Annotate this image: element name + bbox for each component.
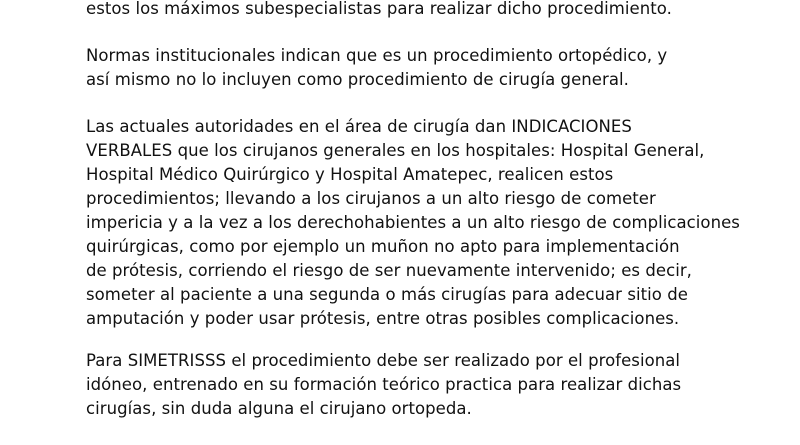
paragraph-line: Las actuales autoridades en el área de cirugía dan INDICACIONES: [86, 117, 632, 136]
paragraph-line: Para SIMETRISSS el procedimiento debe ser realizado por el profesional: [86, 351, 681, 370]
paragraph-line: someter al paciente a una segunda o más cirugías para adecuar sitio de: [86, 285, 688, 304]
paragraph-line: cirugías, sin duda alguna el cirujano ortopeda.: [86, 399, 472, 418]
paragraph-line: Hospital Médico Quirúrgico y Hospital Amatepec, realicen estos: [86, 165, 614, 184]
paragraph-4: [86, 349, 786, 421]
paragraph-line: estos los máximos subespecialistas para realizar dicho procedimiento.: [86, 0, 672, 18]
paragraph-line: de prótesis, corriendo el riesgo de ser nuevamente intervenido; es decir,: [86, 261, 692, 280]
paragraph-line: así mismo no lo incluyen como procedimiento de cirugía general.: [86, 70, 629, 89]
paragraph-line: procedimientos; llevando a los cirujanos a un alto riesgo de cometer: [86, 189, 656, 208]
paragraph-2: [86, 44, 786, 92]
paragraph-3: [86, 115, 786, 331]
paragraph-line: idóneo, entrenado en su formación teórico practica para realizar dichas: [86, 375, 682, 394]
paragraph-line: VERBALES que los cirujanos generales en los hospitales: Hospital General,: [86, 141, 705, 160]
paragraph-line: Normas institucionales indican que es un procedimiento ortopédico, y: [86, 46, 668, 65]
paragraph-line: impericia y a la vez a los derechohabientes a un alto riesgo de complicaciones: [86, 213, 740, 232]
paragraph-line: quirúrgicas, como por ejemplo un muñon no apto para implementación: [86, 237, 680, 256]
paragraph-1: [86, 0, 786, 21]
paragraph-line: amputación y poder usar prótesis, entre otras posibles complicaciones.: [86, 309, 680, 328]
